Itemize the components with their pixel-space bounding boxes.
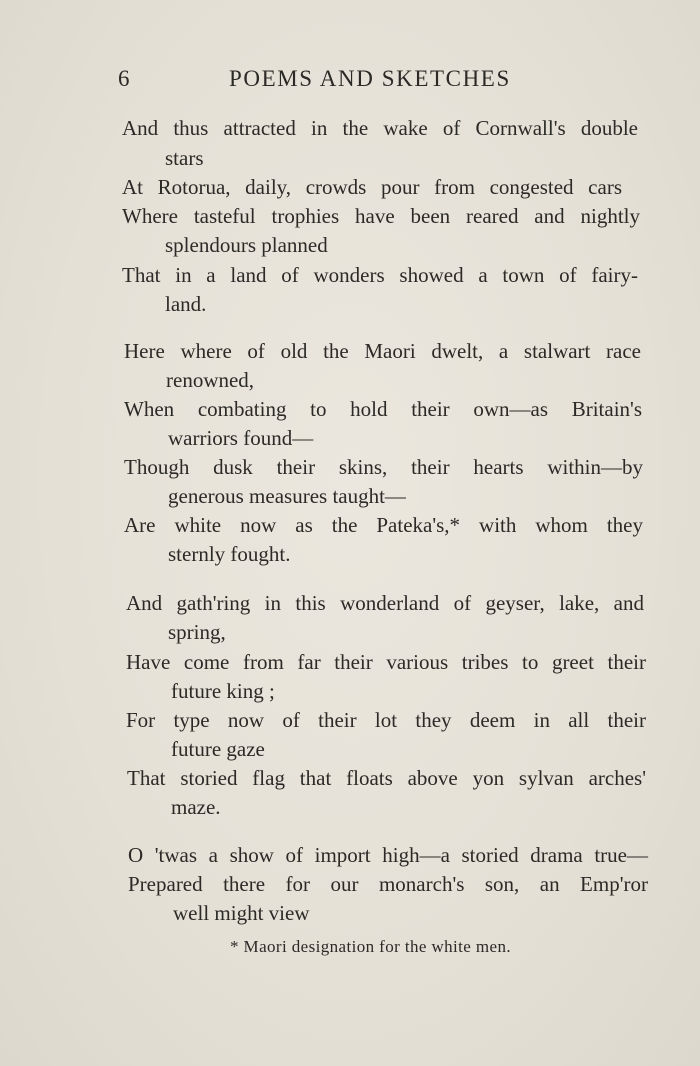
poem-line-continuation: spring,	[168, 620, 226, 644]
poem-line-continuation: maze.	[171, 795, 221, 819]
poem-line-continuation: warriors found—	[168, 426, 314, 450]
poem-line: At Rotorua, daily, crowds pour from congested cars	[122, 175, 622, 199]
poem-line: Where tasteful trophies have been reared and nightly	[122, 204, 640, 228]
poem-line: Though dusk their skins, their hearts within—by	[124, 455, 643, 479]
poem-line: That storied flag that floats above yon sylvan arches'	[127, 766, 646, 790]
footnote: * Maori designation for the white men.	[230, 937, 511, 956]
poem-line: When combating to hold their own—as Britain's	[124, 397, 642, 421]
poem-line: Here where of old the Maori dwelt, a stalwart race	[124, 339, 641, 363]
poem-line: And thus attracted in the wake of Cornwall's double	[122, 116, 638, 140]
poem-line: That in a land of wonders showed a town of fairy-	[122, 263, 638, 287]
poem-line: Prepared there for our monarch's son, an Emp'ror	[128, 872, 648, 896]
page-number: 6	[118, 66, 130, 91]
poem-line-continuation: renowned,	[166, 368, 255, 392]
poem-line-continuation: splendours planned	[165, 233, 328, 257]
poem-line-continuation: land.	[165, 292, 207, 316]
page-header	[0, 66, 700, 96]
poem-line-continuation: stars	[165, 146, 204, 170]
poem-line-continuation: generous measures taught—	[168, 484, 406, 508]
poem-line: O 'twas a show of import high—a storied drama true—	[128, 843, 648, 867]
poem-line: For type now of their lot they deem in all their	[126, 708, 646, 732]
poem-line-continuation: sternly fought.	[168, 542, 291, 566]
running-title: POEMS AND SKETCHES	[229, 66, 511, 91]
poem-line-continuation: future gaze	[171, 737, 265, 761]
poem-line: Have come from far their various tribes to greet their	[126, 650, 646, 674]
poem-line-continuation: well might view	[173, 901, 310, 925]
poem-line-continuation: future king ;	[171, 679, 275, 703]
poem-line: Are white now as the Pateka's,* with whom they	[124, 513, 643, 537]
poem-line: And gath'ring in this wonderland of geyser, lake, and	[126, 591, 644, 615]
